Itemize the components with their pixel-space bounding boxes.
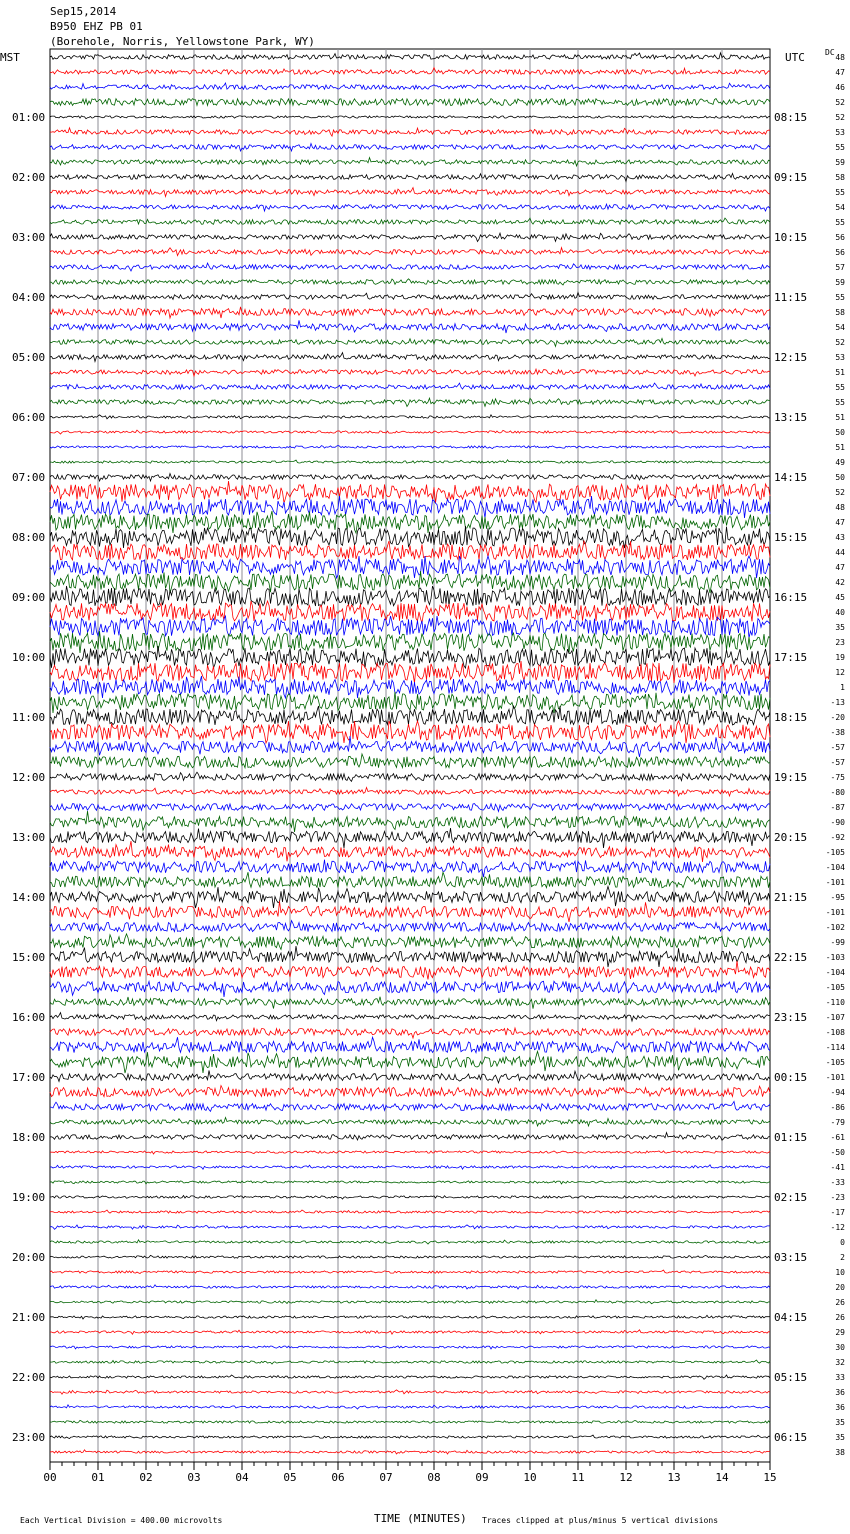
- dc-offset-value: 26: [835, 1313, 845, 1322]
- dc-offset-value: -13: [830, 698, 845, 707]
- trace-line: [50, 946, 770, 967]
- trace-line: [50, 1181, 770, 1184]
- dc-offset-value: 40: [835, 608, 845, 617]
- utc-hour-label: 11:15: [774, 291, 808, 304]
- trace-line: [50, 218, 770, 224]
- mst-hour-label: 04:00: [12, 291, 46, 304]
- trace-line: [50, 1420, 770, 1423]
- trace-line: [50, 1405, 770, 1409]
- trace-line: [50, 1360, 770, 1364]
- mst-hour-label: 03:00: [12, 231, 46, 244]
- trace-line: [50, 772, 770, 781]
- utc-hour-label: 09:15: [774, 171, 808, 184]
- dc-offset-value: -75: [830, 773, 845, 782]
- trace-line: [50, 1285, 770, 1289]
- utc-hour-label: 03:15: [774, 1251, 808, 1264]
- dc-offset-value: -57: [830, 743, 845, 752]
- mst-hour-label: 10:00: [12, 651, 46, 664]
- utc-hour-label: 12:15: [774, 351, 808, 364]
- trace-line: [50, 586, 770, 606]
- x-tick-label: 01: [91, 1471, 105, 1484]
- dc-offset-value: 35: [835, 623, 845, 632]
- dc-offset-value: 51: [835, 413, 845, 422]
- dc-offset-value: -103: [825, 953, 845, 962]
- dc-offset-value: 20: [835, 1283, 845, 1292]
- x-tick-label: 09: [475, 1471, 489, 1484]
- dc-offset-value: 48: [835, 503, 845, 512]
- dc-offset-value: 52: [835, 113, 845, 122]
- trace-line: [50, 1101, 770, 1111]
- dc-offset-value: 52: [835, 338, 845, 347]
- x-tick-label: 00: [43, 1471, 57, 1484]
- trace-line: [50, 841, 770, 862]
- x-tick-label: 05: [283, 1471, 297, 1484]
- utc-hour-label: 14:15: [774, 471, 808, 484]
- trace-line: [50, 1118, 770, 1127]
- utc-hour-label: 06:15: [774, 1431, 808, 1444]
- trace-line: [50, 921, 770, 932]
- x-axis-title: TIME (MINUTES): [374, 1512, 467, 1525]
- scale-note: Each Vertical Division = 400.00 microvolts: [20, 1516, 223, 1525]
- trace-line: [50, 415, 770, 419]
- utc-hour-label: 01:15: [774, 1131, 808, 1144]
- dc-offset-value: 52: [835, 98, 845, 107]
- dc-offset-value: -38: [830, 728, 845, 737]
- dc-offset-value: 36: [835, 1388, 845, 1397]
- utc-hour-label: 22:15: [774, 951, 808, 964]
- dc-offset-value: 42: [835, 578, 845, 587]
- dc-offset-value: 55: [835, 398, 845, 407]
- x-tick-label: 10: [523, 1471, 537, 1484]
- utc-hour-label: 17:15: [774, 651, 808, 664]
- trace-line: [50, 445, 770, 448]
- trace-line: [50, 233, 770, 241]
- dc-offset-value: 19: [835, 653, 845, 662]
- trace-line: [50, 1375, 770, 1379]
- dc-offset-value: 2: [840, 1253, 845, 1262]
- utc-hour-label: 23:15: [774, 1011, 808, 1024]
- trace-line: [50, 369, 770, 376]
- trace-line: [50, 204, 770, 211]
- dc-offset-value: 36: [835, 1403, 845, 1412]
- dc-offset-value: -20: [830, 713, 845, 722]
- utc-hour-label: 15:15: [774, 531, 808, 544]
- utc-hour-label: 10:15: [774, 231, 808, 244]
- dc-offset-value: 59: [835, 158, 845, 167]
- dc-offset-value: 33: [835, 1373, 845, 1382]
- dc-offset-value: -104: [825, 863, 845, 872]
- dc-offset-value: 23: [835, 638, 845, 647]
- mst-hour-label: 08:00: [12, 531, 46, 544]
- dc-offset-value: 12: [835, 668, 845, 677]
- dc-offset-value: 58: [835, 308, 845, 317]
- dc-offset-value: 54: [835, 323, 845, 332]
- x-tick-label: 15: [763, 1471, 777, 1484]
- mst-hour-label: 20:00: [12, 1251, 46, 1264]
- dc-offset-value: -105: [825, 983, 845, 992]
- plot-frame: [50, 49, 770, 1462]
- dc-offset-value: -114: [825, 1043, 845, 1052]
- x-tick-label: 13: [667, 1471, 681, 1484]
- mst-hour-label: 17:00: [12, 1071, 46, 1084]
- dc-offset-value: 38: [835, 1448, 845, 1457]
- dc-offset-value: 47: [835, 518, 845, 527]
- trace-line: [50, 1270, 770, 1273]
- trace-line: [50, 474, 770, 482]
- trace-line: [50, 144, 770, 152]
- trace-line: [50, 981, 770, 997]
- trace-line: [50, 383, 770, 389]
- trace-line: [50, 307, 770, 318]
- dc-offset-value: -90: [830, 818, 845, 827]
- clip-note: Traces clipped at plus/minus 5 vertical divisions: [482, 1516, 719, 1525]
- trace-line: [50, 934, 770, 950]
- trace-line: [50, 1051, 770, 1073]
- trace-line: [50, 997, 770, 1009]
- trace-line: [50, 526, 770, 548]
- x-tick-label: 03: [187, 1471, 201, 1484]
- dc-offset-value: -101: [825, 878, 845, 887]
- dc-offset-value: 55: [835, 293, 845, 302]
- mst-hour-label: 09:00: [12, 591, 46, 604]
- trace-line: [50, 158, 770, 166]
- dc-offset-value: 53: [835, 353, 845, 362]
- dc-offset-value: -33: [830, 1178, 845, 1187]
- utc-hour-label: 13:15: [774, 411, 808, 424]
- trace-line: [50, 811, 770, 832]
- dc-offset-value: -50: [830, 1148, 845, 1157]
- trace-line: [50, 616, 770, 638]
- dc-offset-value: -108: [825, 1028, 845, 1037]
- trace-line: [50, 721, 770, 743]
- utc-hour-label: 20:15: [774, 831, 808, 844]
- dc-offset-value: 29: [835, 1328, 845, 1337]
- dc-offset-value: 55: [835, 383, 845, 392]
- trace-line: [50, 872, 770, 888]
- mst-hour-label: 19:00: [12, 1191, 46, 1204]
- trace-line: [50, 353, 770, 362]
- trace-line: [50, 1300, 770, 1304]
- dc-offset-value: -105: [825, 1058, 845, 1067]
- dc-offset-value: 53: [835, 128, 845, 137]
- utc-hour-label: 00:15: [774, 1071, 808, 1084]
- trace-line: [50, 68, 770, 75]
- dc-offset-value: -105: [825, 848, 845, 857]
- trace-line: [50, 279, 770, 285]
- dc-offset-value: 59: [835, 278, 845, 287]
- chart-header-date: Sep15,2014: [50, 5, 117, 18]
- x-tick-label: 06: [331, 1471, 345, 1484]
- trace-line: [50, 860, 770, 877]
- utc-hour-label: 16:15: [774, 591, 808, 604]
- trace-line: [50, 1165, 770, 1169]
- trace-line: [50, 661, 770, 683]
- x-tick-label: 11: [571, 1471, 585, 1484]
- trace-line: [50, 901, 770, 922]
- dc-offset-value: 56: [835, 233, 845, 242]
- mst-hour-label: 22:00: [12, 1371, 46, 1384]
- trace-line: [50, 828, 770, 848]
- utc-hour-label: 19:15: [774, 771, 808, 784]
- mst-axis-label: MST: [0, 51, 20, 64]
- dc-offset-value: -101: [825, 1073, 845, 1082]
- trace-line: [50, 1435, 770, 1438]
- trace-line: [50, 263, 770, 271]
- mst-hour-label: 16:00: [12, 1011, 46, 1024]
- dc-offset-value: 55: [835, 188, 845, 197]
- trace-line: [50, 1013, 770, 1021]
- utc-hour-label: 08:15: [774, 111, 808, 124]
- dc-offset-value: 50: [835, 428, 845, 437]
- utc-hour-label: 02:15: [774, 1191, 808, 1204]
- dc-offset-value: 55: [835, 218, 845, 227]
- dc-offset-value: 54: [835, 203, 845, 212]
- mst-hour-label: 12:00: [12, 771, 46, 784]
- trace-line: [50, 83, 770, 90]
- dc-offset-value: -110: [825, 998, 845, 1007]
- dc-offset-value: 35: [835, 1418, 845, 1427]
- trace-line: [50, 1028, 770, 1038]
- trace-line: [50, 116, 770, 119]
- mst-hour-label: 06:00: [12, 411, 46, 424]
- utc-hour-label: 21:15: [774, 891, 808, 904]
- dc-offset-value: -17: [830, 1208, 845, 1217]
- dc-offset-value: 58: [835, 173, 845, 182]
- dc-offset-value: -41: [830, 1163, 845, 1172]
- x-tick-label: 14: [715, 1471, 729, 1484]
- dc-offset-value: -57: [830, 758, 845, 767]
- trace-line: [50, 1450, 770, 1454]
- utc-hour-label: 05:15: [774, 1371, 808, 1384]
- dc-offset-value: -61: [830, 1133, 845, 1142]
- dc-offset-value: 51: [835, 443, 845, 452]
- trace-line: [50, 1330, 770, 1334]
- trace-line: [50, 1070, 770, 1083]
- dc-offset-value: -102: [825, 923, 845, 932]
- dc-offset-value: 47: [835, 563, 845, 572]
- trace-line: [50, 1086, 770, 1097]
- dc-offset-value: -23: [830, 1193, 845, 1202]
- trace-line: [50, 754, 770, 768]
- trace-line: [50, 1315, 770, 1319]
- trace-line: [50, 188, 770, 197]
- dc-offset-value: 0: [840, 1238, 845, 1247]
- dc-offset-value: -86: [830, 1103, 845, 1112]
- trace-line: [50, 1037, 770, 1053]
- dc-offset-value: 47: [835, 68, 845, 77]
- mst-hour-label: 02:00: [12, 171, 46, 184]
- trace-line: [50, 511, 770, 533]
- dc-column-label: DC: [825, 48, 835, 57]
- utc-hour-label: 18:15: [774, 711, 808, 724]
- trace-line: [50, 1210, 770, 1213]
- utc-hour-label: 04:15: [774, 1311, 808, 1324]
- trace-line: [50, 430, 770, 434]
- trace-line: [50, 1196, 770, 1200]
- dc-offset-value: -80: [830, 788, 845, 797]
- trace-line: [50, 320, 770, 333]
- dc-offset-value: 10: [835, 1268, 845, 1277]
- trace-line: [50, 736, 770, 757]
- dc-offset-value: 46: [835, 83, 845, 92]
- trace-line: [50, 496, 770, 518]
- trace-line: [50, 1346, 770, 1349]
- trace-line: [50, 99, 770, 106]
- trace-line: [50, 556, 770, 578]
- x-tick-label: 07: [379, 1471, 393, 1484]
- mst-hour-label: 11:00: [12, 711, 46, 724]
- dc-offset-value: 45: [835, 593, 845, 602]
- trace-line: [50, 398, 770, 406]
- trace-line: [50, 1151, 770, 1154]
- mst-hour-label: 14:00: [12, 891, 46, 904]
- mst-hour-label: 23:00: [12, 1431, 46, 1444]
- dc-offset-value: 56: [835, 248, 845, 257]
- dc-offset-value: 44: [835, 548, 845, 557]
- dc-offset-value: 50: [835, 473, 845, 482]
- trace-line: [50, 1390, 770, 1394]
- dc-offset-value: -95: [830, 893, 845, 902]
- trace-line: [50, 1255, 770, 1258]
- trace-line: [50, 961, 770, 979]
- dc-offset-value: 52: [835, 488, 845, 497]
- trace-line: [50, 804, 770, 812]
- trace-line: [50, 886, 770, 908]
- mst-hour-label: 13:00: [12, 831, 46, 844]
- trace-line: [50, 53, 770, 60]
- dc-offset-value: -79: [830, 1118, 845, 1127]
- dc-offset-value: -101: [825, 908, 845, 917]
- dc-offset-value: 26: [835, 1298, 845, 1307]
- trace-line: [50, 1240, 770, 1244]
- trace-line: [50, 293, 770, 300]
- dc-offset-value: 43: [835, 533, 845, 542]
- dc-offset-value: 32: [835, 1358, 845, 1367]
- dc-offset-value: 51: [835, 368, 845, 377]
- dc-offset-value: -12: [830, 1223, 845, 1232]
- mst-hour-label: 05:00: [12, 351, 46, 364]
- dc-offset-value: -104: [825, 968, 845, 977]
- trace-line: [50, 460, 770, 463]
- mst-hour-label: 01:00: [12, 111, 46, 124]
- dc-offset-value: 30: [835, 1343, 845, 1352]
- mst-hour-label: 07:00: [12, 471, 46, 484]
- x-tick-label: 12: [619, 1471, 633, 1484]
- dc-offset-value: -107: [825, 1013, 845, 1022]
- chart-header-location: (Borehole, Norris, Yellowstone Park, WY): [50, 35, 315, 48]
- dc-offset-value: -92: [830, 833, 845, 842]
- dc-offset-value: 35: [835, 1433, 845, 1442]
- dc-offset-value: 55: [835, 143, 845, 152]
- dc-offset-value: 48: [835, 53, 845, 62]
- utc-axis-label: UTC: [785, 51, 805, 64]
- chart-header-station: B950 EHZ PB 01: [50, 20, 143, 33]
- dc-offset-value: -94: [830, 1088, 845, 1097]
- dc-offset-value: 49: [835, 458, 845, 467]
- trace-line: [50, 173, 770, 181]
- trace-line: [50, 128, 770, 136]
- mst-hour-label: 15:00: [12, 951, 46, 964]
- trace-line: [50, 1225, 770, 1229]
- dc-offset-value: 1: [840, 683, 845, 692]
- trace-line: [50, 338, 770, 346]
- trace-line: [50, 788, 770, 797]
- x-tick-label: 08: [427, 1471, 441, 1484]
- dc-offset-value: 57: [835, 263, 845, 272]
- trace-line: [50, 248, 770, 256]
- x-tick-label: 04: [235, 1471, 249, 1484]
- dc-offset-value: -99: [830, 938, 845, 947]
- trace-line: [50, 1133, 770, 1141]
- mst-hour-label: 21:00: [12, 1311, 46, 1324]
- dc-offset-value: -87: [830, 803, 845, 812]
- x-tick-label: 02: [139, 1471, 153, 1484]
- mst-hour-label: 18:00: [12, 1131, 46, 1144]
